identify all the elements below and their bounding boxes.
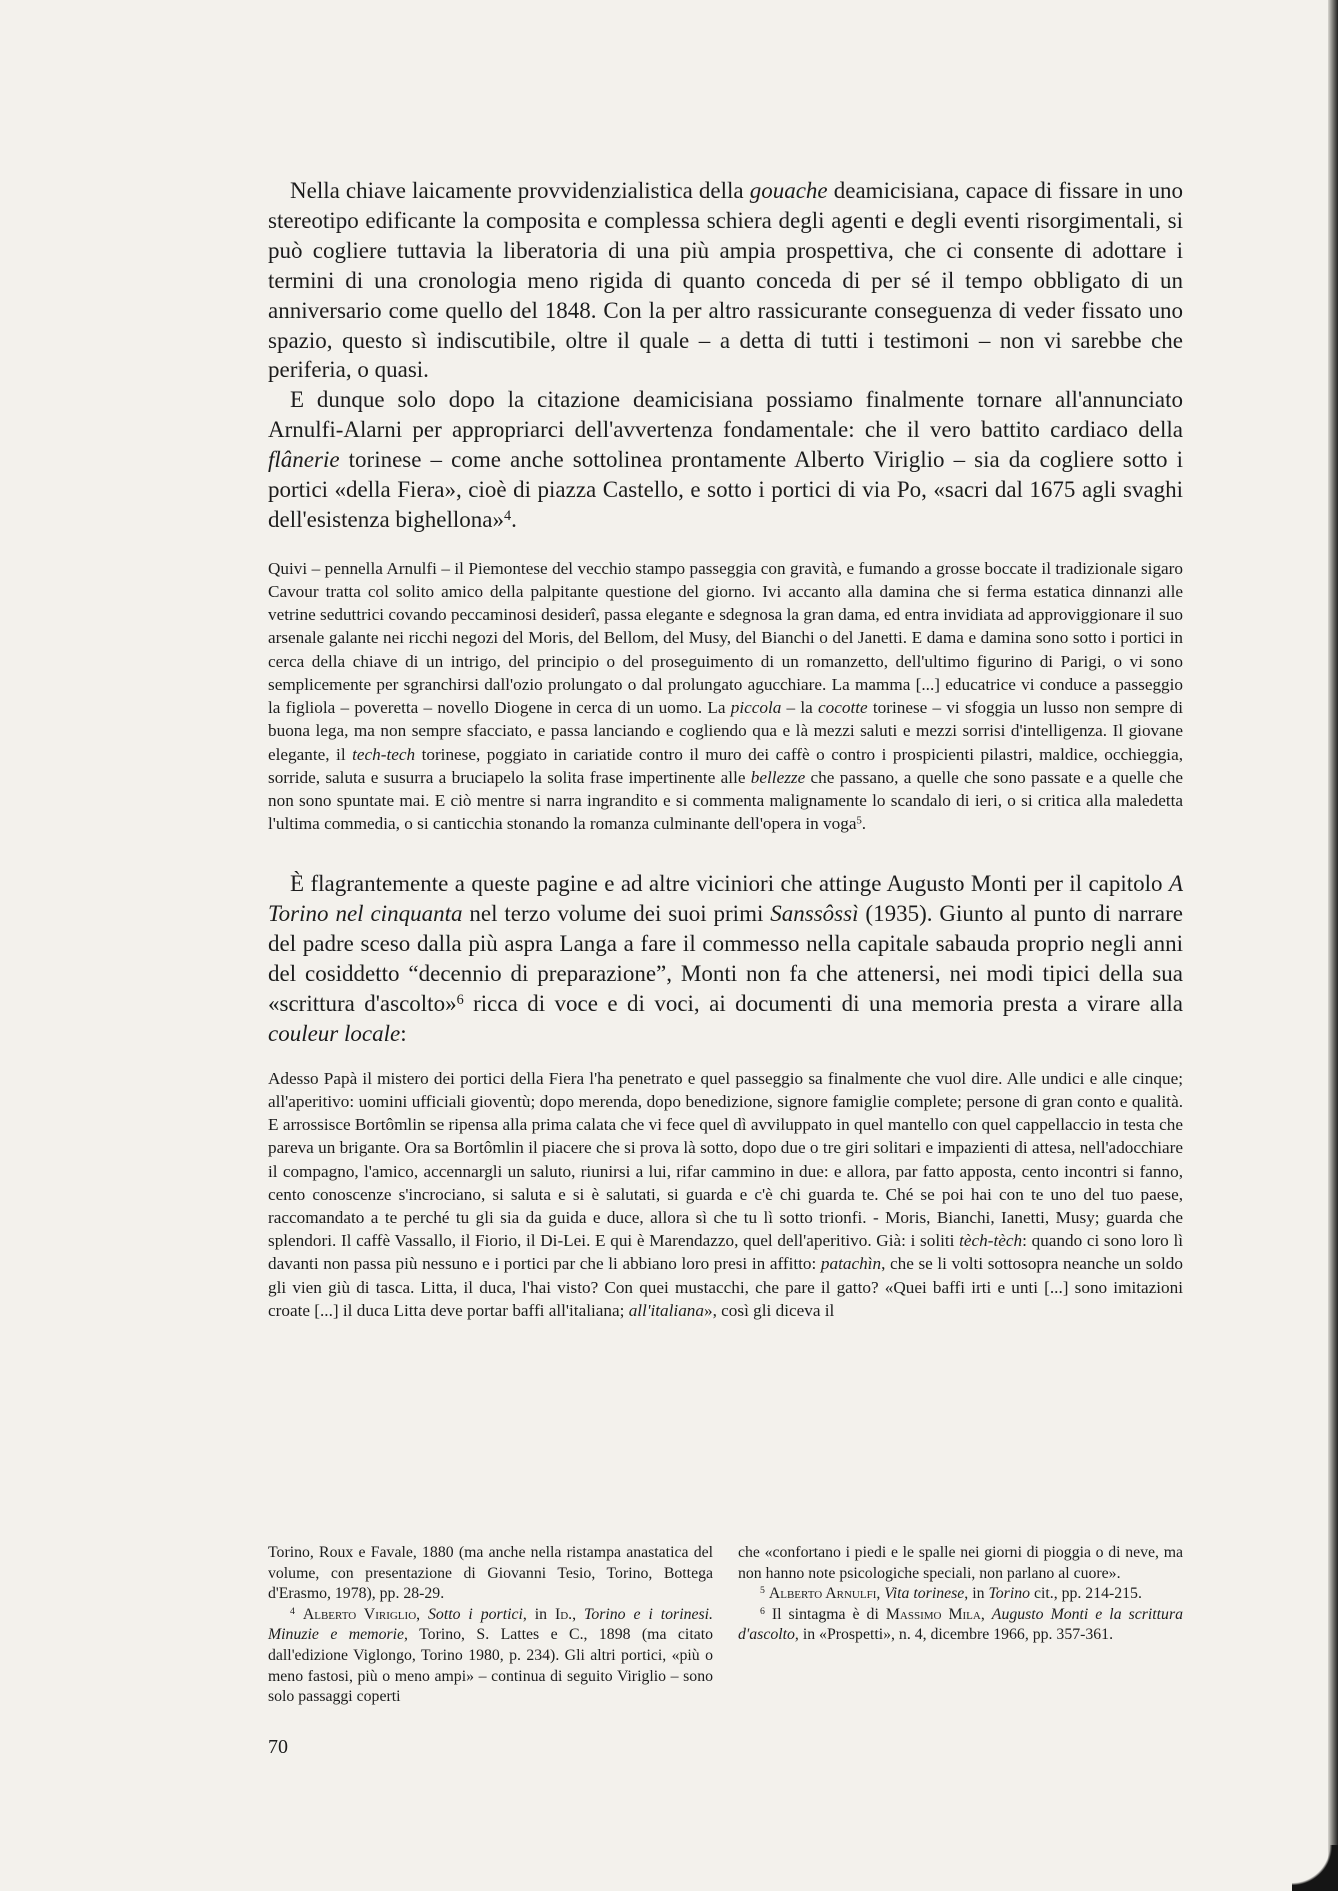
text-run: , Torino, S. Lattes e C., 1898 (ma citato dall'edizione Viglongo, Torino 1980, p. 234). Gli altri portici, «più o meno fastosi, più o meno ampi» – continua di seguito Viriglio – sono solo passaggi coperti	[268, 1626, 714, 1706]
scan-corner-shadow	[1292, 1845, 1338, 1891]
footnote-ref: 5	[760, 1585, 765, 1597]
text-run: ricca di voce e di voci, ai documenti di una memoria presta a virare alla	[463, 990, 1183, 1016]
block-quote-arnulfi	[268, 557, 1183, 835]
text-run: .	[511, 506, 517, 532]
text-run: Il sintagma è di	[764, 1605, 886, 1623]
footnotes-right-column	[738, 1543, 1183, 1708]
italic-text: bellezze	[750, 767, 806, 787]
text-run	[295, 1606, 303, 1623]
footnote	[738, 1584, 1183, 1605]
italic-text: Vita torinese	[884, 1585, 965, 1603]
text-run: , in	[964, 1585, 989, 1603]
italic-text: Torino	[988, 1585, 1031, 1603]
body-paragraph-2	[268, 385, 1183, 535]
body-paragraph-3	[268, 869, 1183, 1048]
footnote	[738, 1605, 1183, 1646]
footnotes-left-column	[268, 1543, 713, 1708]
body-paragraph-1	[268, 176, 1183, 385]
text-run: ,	[980, 1605, 992, 1623]
italic-text: flânerie	[268, 447, 340, 473]
text-run: – la	[781, 698, 819, 718]
text-run: Alberto Arnulfi	[768, 1585, 877, 1603]
text-run: Quivi – pennella Arnulfi – il Piemontese del vecchio stampo passeggia con gravità, e fumando a grosse boccate il tradizionale sigaro Cavour tratta col solito amico della palpitante questione del giorno. Ivi accanto alla damina che si ferma estatica dinnanzi alle vetrine seduttrici covando peccaminosi desiderî, passa elegante e sdegnosa la gran dama, ed entra invidiata ad approviggionare il suo arsenale galante nei ricchi negozi del Moris, del Bellom, del Musy, del Bianchi o del Janetti. E dama e damina sono sotto i portici in cerca della chiave di un intrigo, del principio o del proseguimento di un romanzetto, dell'ultimo figurino di Parigi, o vi sono semplicemente per sgranchirsi dall'ozio prolungato o dal prolungato agucchiare. La mamma [...] educatrice vi conduce a passeggio la figliola – poveretta – novello Diogene in cerca di un uomo. La	[268, 558, 1183, 718]
text-run: Adesso Papà il mistero dei portici della Fiera l'ha penetrato e quel passeggio sa finalmente che vuol dire. Alle undici e alle cinque; all'aperitivo: uomini ufficiali gioventù; dopo merenda, dopo benedizione, signore famiglie complete; persone di gran conto e qualità. E arrossisce Bortômlin se ripensa alla prima calata che vi fece quel dì avviluppato in quel mantello con quel cappellaccio in testa che pareva un brigante. Ora sa Bortômlin il piacere che si prova là sotto, dopo due o tre giri solitari e impazienti di attesa, nell'adocchiare il compagno, l'amico, accennargli un saluto, riunirsi a lui, rifar cammino in due: e allora, par fatto apposta, cento incontri si fanno, cento conoscenze s'incrociano, si saluta e si è salutati, si guarda e c'è chi guarda te. Ché se poi hai con te uno del tuo paese, raccomandato a te perché tu gli sia da guida e duce, allora sì che tu lì sotto trionfi. - Moris, Bianchi, Ianetti, Musy; guarda che splendori. Il caffè Vassallo, il Fiorio, il Di-Lei. E qui è Marendazzo, quel dell'aperitivo. Già: i soliti	[268, 1068, 1183, 1251]
scan-edge-shadow	[1328, 0, 1338, 1891]
italic-text: couleur locale	[268, 1020, 401, 1046]
text-run: Massimo Mila	[885, 1605, 981, 1623]
text-run: Alberto Viriglio	[302, 1605, 417, 1623]
text-run: torinese – come anche sottolinea prontamente Alberto Viriglio – sia da cogliere sotto i portici «della Fiera», cioè di piazza Castello, e sotto i portici di via Po, «sacri dal 1675 agli svaghi dell'esistenza bighellona»	[268, 447, 1183, 532]
text-run: Torino, Roux e Favale, 1880 (ma anche nella ristampa anastatica del volume, con presentazione di Giovanni Tesio, Torino, Bottega d'Erasmo, 1978), pp. 28-29.	[268, 1544, 713, 1603]
italic-text: piccola	[730, 698, 782, 718]
text-run: È flagrantemente a queste pagine e ad altre viciniori che attinge Augusto Monti per il capitolo	[290, 871, 1169, 897]
italic-text: A Torino nel cinquanta	[268, 871, 1183, 927]
footnote	[268, 1605, 713, 1708]
page-number: 70	[268, 1736, 288, 1758]
text-run: .	[861, 814, 867, 834]
text-run: deamicisiana, capace di fissare in uno stereotipo edificante la composita e complessa schiera degli agenti e degli eventi risorgimentali, si può cogliere tuttavia la liberatoria di una più ampia prospettiva, che ci consente di adottare i termini di una cronologia meno rigida di quanto conceda di per sé il tempo obbligato di un anniversario come quello del 1848. Con la per altro rassicurante conseguenza di veder fissato uno spazio, questo sì indiscutibile, oltre il quale – a detta di tutti i testimoni – non vi sarebbe che periferia, o quasi.	[268, 178, 1184, 383]
footnote-ref: 4	[290, 1605, 295, 1617]
italic-text: Sanssôssì	[770, 901, 859, 927]
text-run: : quando ci sono loro lì davanti non passa più nessuno e i portici par che li abbiano loro presi in affitto:	[268, 1231, 1184, 1274]
text-run: :	[400, 1020, 407, 1046]
text-run: ,	[572, 1605, 585, 1623]
text-run: , in	[522, 1605, 555, 1623]
italic-text: gouache	[749, 178, 828, 203]
footnote-ref: 5	[856, 815, 862, 827]
main-text-block	[268, 176, 1183, 1322]
text-run: ,	[876, 1585, 885, 1603]
text-run: torinese – vi sfoggia un lusso non sempre di buona lega, ma non sempre sfacciato, e passa lanciando e cogliendo qua e là mezzi saluti e mezzi sorrisi d'intelligenza. Il giovane elegante, il	[268, 698, 1184, 764]
text-run: cit., pp. 214-215.	[1030, 1585, 1142, 1603]
italic-text: cocotte	[818, 698, 868, 718]
text-run: , che se li volti sottosopra neanche un soldo gli vien giù di tasca. Litta, il duca, l'hai visto? Con quei mustacchi, che pare il gatto? «Quei baffi irti e unti [...] sono imitazioni croate [...] il duca Litta deve portar baffi all'italiana;	[268, 1254, 1183, 1320]
text-run: Id.	[554, 1605, 573, 1623]
text-run: che «confortano i piedi e le spalle nei giorni di pioggia o di neve, ma non hanno note psicologiche speciali, non parlano al cuore».	[738, 1544, 1183, 1582]
text-run: Nella chiave laicamente provvidenzialistica della	[290, 178, 750, 203]
italic-text: Augusto Monti e la scrittura d'ascolto	[738, 1605, 1184, 1644]
italic-text: Sotto i portici	[428, 1605, 523, 1623]
footnote	[268, 1543, 713, 1605]
footnote-ref: 6	[456, 991, 464, 1008]
text-run: , in «Prospetti», n. 4, dicembre 1966, pp. 357-361.	[794, 1626, 1114, 1644]
italic-text: tech-tech	[352, 744, 416, 764]
block-quote-monti	[268, 1067, 1183, 1322]
footnote	[738, 1543, 1183, 1584]
text-run: che passano, a quelle che sono passate e a quelle che non sono spuntate mai. E ciò mentre si narra ingrandito e si commenta malignamente lo scandalo di ieri, o si critica alla maledetta l'ultima commedia, o si canticchia stonando la romanza culminante dell'opera in voga	[268, 767, 1184, 834]
italic-text: all'italiana	[628, 1300, 704, 1320]
text-run: torinese, poggiato in cariatide contro il muro dei caffè o contro i prospicienti pilastri, maldice, occhieggia, sorride, saluta e susurra a bruciapelo la solita frase impertinente alle	[268, 744, 1183, 787]
footnote-ref: 4	[504, 507, 512, 524]
italic-text: Torino e i torinesi. Minuzie e memorie	[268, 1605, 713, 1644]
italic-text: tèch-tèch	[959, 1231, 1023, 1251]
text-run: E dunque solo dopo la citazione deamicisiana possiamo finalmente tornare all'annunciato Arnulfi-Alarni per appropriarci dell'avvertenza fondamentale: che il vero battito cardiaco della	[268, 387, 1183, 443]
text-run: », così gli diceva il	[703, 1300, 835, 1320]
text-run: (1935). Giunto al punto di narrare del padre sceso dalla più aspra Langa a fare il commesso nella capitale sabauda proprio negli anni del cosiddetto “decennio di preparazione”, Monti non fa che attenersi, nei modi tipici della sua «scrittura d'ascolto»	[268, 901, 1183, 1016]
footnotes	[268, 1543, 1183, 1708]
italic-text: patachìn	[820, 1254, 882, 1274]
text-run: nel terzo volume dei suoi primi	[462, 901, 771, 927]
footnote-ref: 6	[760, 1605, 765, 1617]
text-run: ,	[416, 1605, 429, 1623]
